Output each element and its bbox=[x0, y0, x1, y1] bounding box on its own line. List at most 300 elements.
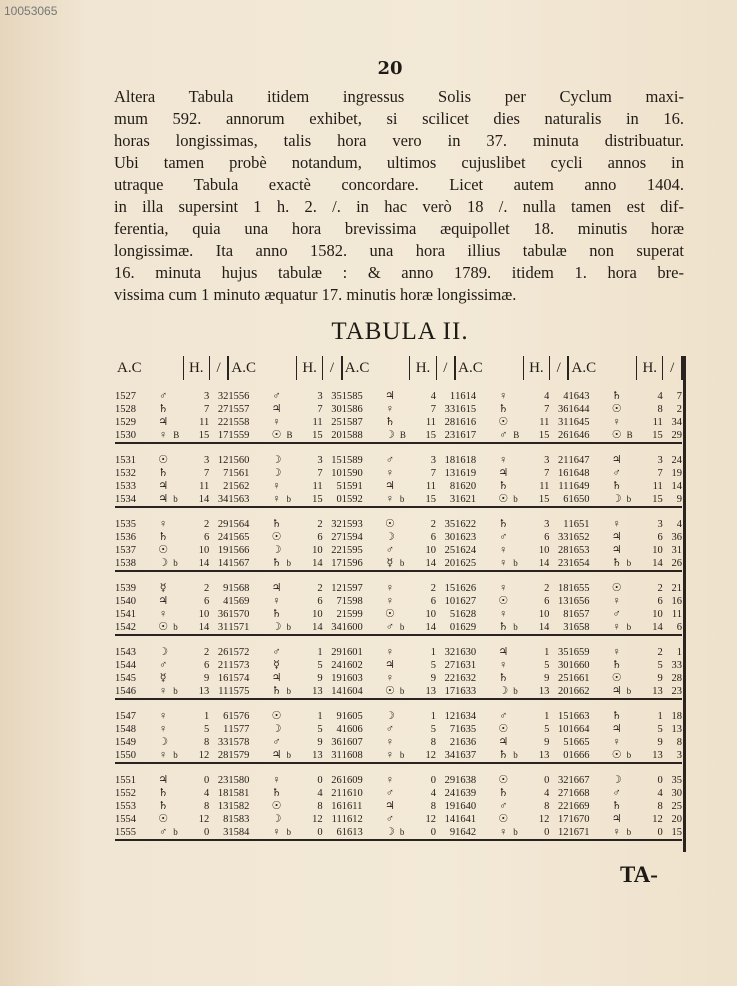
planet-cell: ♃ bbox=[498, 646, 509, 658]
paragraph-line: in illa supersint 1 h. 2. /. in hac verò 18 /. nulla tamen est dif- bbox=[114, 197, 684, 216]
spacer-cell bbox=[493, 443, 513, 454]
minutes-cell: 19 bbox=[331, 673, 342, 684]
year-cell: 1580 bbox=[228, 775, 250, 786]
year-cell: 1547 bbox=[115, 711, 136, 722]
year-cell: 1634 bbox=[455, 711, 477, 722]
planet-cell: ☉ bbox=[158, 544, 169, 556]
year-cell: 1584 bbox=[228, 826, 266, 840]
leap-mark-cell bbox=[400, 736, 410, 749]
table-row bbox=[115, 621, 682, 635]
body-paragraph bbox=[114, 86, 684, 306]
minutes-cell: 24 bbox=[217, 532, 229, 543]
hours-cell: 5 bbox=[204, 724, 210, 735]
spacer-cell bbox=[549, 443, 568, 454]
planet-cell: ♃ bbox=[607, 685, 627, 699]
hours-cell: 4 bbox=[657, 788, 663, 799]
year-cell: 1541 bbox=[115, 609, 136, 620]
spacer-cell bbox=[400, 699, 410, 710]
leap-mark-cell: B bbox=[400, 429, 410, 443]
header-minutes: / bbox=[549, 356, 568, 380]
planet-cell: ♀ bbox=[272, 480, 281, 492]
year-cell: 1619 bbox=[455, 468, 477, 479]
leap-mark-cell: b bbox=[173, 557, 183, 571]
hours-cell: 14 bbox=[523, 557, 549, 571]
minutes-cell: 21 bbox=[557, 455, 569, 466]
leap-mark-cell bbox=[513, 774, 523, 787]
leap-mark-cell: b bbox=[173, 621, 183, 635]
planet-cell: ♀ bbox=[272, 595, 281, 607]
leap-mark-cell bbox=[400, 480, 410, 493]
minutes-cell: 36 bbox=[331, 737, 342, 748]
leap-mark-cell: b bbox=[400, 493, 410, 507]
spacer-cell bbox=[637, 571, 663, 582]
minutes-cell: 24 bbox=[444, 788, 456, 799]
group-spacer bbox=[115, 443, 682, 454]
leap-mark-cell: b bbox=[173, 493, 183, 507]
leap-mark-cell bbox=[173, 736, 183, 749]
spacer-cell bbox=[297, 380, 323, 390]
leap-mark-cell bbox=[400, 800, 410, 813]
planet-cell: ♀ bbox=[607, 826, 627, 840]
planet-cell: ♂ bbox=[612, 787, 621, 799]
minutes-cell: 5 bbox=[449, 609, 456, 620]
planet-cell: ☉ bbox=[271, 531, 282, 543]
year-cell: 1608 bbox=[342, 749, 380, 763]
year-cell: 1655 bbox=[568, 583, 590, 594]
hours-cell: 12 bbox=[183, 749, 209, 763]
minutes-cell: 36 bbox=[557, 404, 569, 415]
leap-mark-cell bbox=[400, 544, 410, 557]
spacer-cell bbox=[287, 380, 297, 390]
year-cell: 1654 bbox=[568, 557, 606, 571]
spacer-cell bbox=[228, 699, 266, 710]
spacer-cell bbox=[400, 507, 410, 518]
spacer-cell bbox=[455, 571, 493, 582]
spacer-cell bbox=[297, 443, 323, 454]
hours-cell: 5 bbox=[317, 724, 323, 735]
hours-cell: 5 bbox=[657, 724, 663, 735]
year-cell: 1656 bbox=[568, 596, 590, 607]
spacer-cell bbox=[323, 507, 342, 518]
planet-cell: ☿ bbox=[159, 672, 167, 684]
planet-cell: ♀ bbox=[153, 429, 173, 443]
minutes-cell: 19 bbox=[671, 468, 682, 479]
hours-cell: 0 bbox=[523, 826, 549, 840]
leap-mark-cell: b bbox=[513, 493, 523, 507]
leap-mark-cell bbox=[627, 416, 637, 429]
minutes-cell: 13 bbox=[217, 801, 229, 812]
spacer-cell bbox=[380, 443, 400, 454]
planet-cell: ♃ bbox=[158, 416, 169, 428]
leap-mark-cell bbox=[513, 646, 523, 659]
leap-mark-cell bbox=[627, 800, 637, 813]
year-cell: 1652 bbox=[568, 532, 590, 543]
leap-mark-cell: b bbox=[513, 685, 523, 699]
header-hours: H. bbox=[637, 356, 663, 380]
spacer-cell bbox=[266, 763, 286, 774]
header-minutes: / bbox=[436, 356, 455, 380]
hours-cell: 9 bbox=[430, 673, 437, 684]
year-cell: 1663 bbox=[568, 711, 590, 722]
hours-cell: 4 bbox=[430, 788, 437, 799]
hours-cell: 9 bbox=[657, 737, 663, 748]
leap-mark-cell bbox=[513, 531, 523, 544]
minutes-cell: 20 bbox=[323, 429, 342, 443]
year-cell: 1561 bbox=[228, 468, 250, 479]
spacer-cell bbox=[663, 507, 682, 518]
planet-cell: ☽ bbox=[158, 736, 169, 748]
planet-cell: ♀ bbox=[153, 749, 173, 763]
year-cell: 1586 bbox=[341, 404, 363, 415]
minutes-cell: 35 bbox=[444, 519, 456, 530]
spacer-cell bbox=[627, 699, 637, 710]
year-cell: 1536 bbox=[115, 532, 136, 543]
spacer-cell bbox=[410, 443, 436, 454]
minutes-cell: 6 bbox=[223, 711, 229, 722]
year-cell: 1587 bbox=[341, 417, 363, 428]
planet-cell: ♃ bbox=[153, 493, 173, 507]
year-cell: 1658 bbox=[568, 621, 606, 635]
minutes-cell: 18 bbox=[444, 455, 456, 466]
spacer-cell bbox=[209, 635, 228, 646]
minutes-cell: 16 bbox=[671, 596, 682, 607]
planet-cell: ♄ bbox=[611, 800, 622, 812]
hours-cell: 0 bbox=[297, 826, 323, 840]
minutes-cell: 17 bbox=[323, 557, 342, 571]
spacer-cell bbox=[400, 443, 410, 454]
spacer-cell bbox=[173, 443, 183, 454]
spacer-cell bbox=[455, 699, 493, 710]
hours-cell: 6 bbox=[317, 532, 323, 543]
paragraph-line: mum 592. annorum exhibet, si scilicet dies naturalis in 16. bbox=[114, 109, 684, 128]
spacer-cell bbox=[183, 507, 209, 518]
minutes-cell: 15 bbox=[331, 455, 342, 466]
leap-mark-cell bbox=[400, 416, 410, 429]
leap-mark-cell bbox=[400, 467, 410, 480]
spacer-cell bbox=[228, 635, 266, 646]
minutes-cell: 21 bbox=[217, 660, 229, 671]
spacer-cell bbox=[436, 635, 455, 646]
spacer-cell bbox=[455, 763, 493, 774]
spacer-cell bbox=[663, 380, 682, 390]
spacer-cell bbox=[323, 443, 342, 454]
leap-mark-cell: b bbox=[513, 557, 523, 571]
table-row bbox=[115, 518, 682, 531]
leap-mark-cell bbox=[173, 390, 183, 403]
header-hours: H. bbox=[297, 356, 323, 380]
leap-mark-cell bbox=[173, 723, 183, 736]
spacer-cell bbox=[410, 507, 436, 518]
minutes-cell: 24 bbox=[331, 660, 342, 671]
planet-cell: ♄ bbox=[611, 480, 622, 492]
hours-cell: 13 bbox=[183, 685, 209, 699]
spacer-cell bbox=[549, 635, 568, 646]
hours-cell: 0 bbox=[183, 826, 209, 840]
year-cell: 1546 bbox=[115, 685, 153, 699]
planet-cell: ♃ bbox=[498, 467, 509, 479]
year-cell: 1560 bbox=[228, 455, 250, 466]
spacer-cell bbox=[607, 699, 627, 710]
catalog-stamp: 10053065 bbox=[4, 4, 58, 18]
year-cell: 1631 bbox=[455, 660, 477, 671]
spacer-cell bbox=[663, 763, 682, 774]
minutes-cell: 4 bbox=[563, 391, 569, 402]
year-cell: 1605 bbox=[341, 711, 363, 722]
minutes-cell: 27 bbox=[557, 788, 569, 799]
spacer-cell bbox=[323, 635, 342, 646]
year-cell: 1591 bbox=[341, 481, 363, 492]
year-cell: 1667 bbox=[568, 775, 590, 786]
minutes-cell: 32 bbox=[557, 775, 569, 786]
hours-cell: 3 bbox=[204, 391, 210, 402]
hours-cell: 7 bbox=[430, 404, 437, 415]
spacer-cell bbox=[663, 571, 682, 582]
spacer-cell bbox=[637, 635, 663, 646]
hours-cell: 5 bbox=[657, 660, 663, 671]
leap-mark-cell bbox=[287, 454, 297, 467]
hours-cell: 10 bbox=[198, 609, 210, 620]
spacer-cell bbox=[297, 507, 323, 518]
minutes-cell: 3 bbox=[436, 493, 455, 507]
hours-cell: 4 bbox=[317, 788, 323, 799]
planet-cell: ♃ bbox=[384, 390, 395, 402]
planet-cell: ♀ bbox=[159, 723, 168, 735]
year-cell: 1534 bbox=[115, 493, 153, 507]
year-cell: 1661 bbox=[568, 673, 590, 684]
planet-cell: ♃ bbox=[158, 595, 169, 607]
spacer-cell bbox=[436, 763, 455, 774]
minutes-cell: 29 bbox=[444, 775, 456, 786]
planet-cell: ♂ bbox=[385, 723, 395, 735]
spacer-cell bbox=[410, 571, 436, 582]
table-row bbox=[115, 544, 682, 557]
leap-mark-cell bbox=[173, 710, 183, 723]
year-cell: 1527 bbox=[115, 391, 136, 402]
year-cell: 1653 bbox=[568, 545, 590, 556]
year-cell: 1609 bbox=[341, 775, 363, 786]
minutes-cell: 13 bbox=[557, 596, 569, 607]
hours-cell: 11 bbox=[425, 481, 437, 492]
planet-cell: ☉ bbox=[271, 800, 282, 812]
planet-cell: ☉ bbox=[607, 429, 627, 443]
spacer-cell bbox=[287, 635, 297, 646]
spacer-cell bbox=[436, 699, 455, 710]
hours-cell: 13 bbox=[297, 749, 323, 763]
leap-mark-cell: b bbox=[627, 493, 637, 507]
planet-cell: ♄ bbox=[498, 403, 509, 415]
header-minutes: / bbox=[209, 356, 228, 380]
spacer-cell bbox=[173, 507, 183, 518]
spacer-cell bbox=[323, 380, 342, 390]
spacer-cell bbox=[209, 443, 228, 454]
hours-cell: 12 bbox=[198, 814, 210, 825]
minutes-cell: 9 bbox=[436, 826, 455, 840]
leap-mark-cell bbox=[287, 672, 297, 685]
minutes-cell: 2 bbox=[336, 609, 342, 620]
year-cell: 1556 bbox=[228, 391, 250, 402]
table-row bbox=[115, 595, 682, 608]
minutes-cell: 6 bbox=[663, 621, 682, 635]
planet-cell: ♂ bbox=[380, 621, 400, 635]
planet-cell: ☽ bbox=[380, 429, 400, 443]
spacer-cell bbox=[607, 507, 627, 518]
table-row bbox=[115, 787, 682, 800]
hours-cell: 7 bbox=[204, 468, 210, 479]
minutes-cell: 9 bbox=[223, 583, 229, 594]
minutes-cell: 13 bbox=[671, 724, 682, 735]
leap-mark-cell bbox=[400, 518, 410, 531]
leap-mark-cell bbox=[627, 813, 637, 826]
spacer-cell bbox=[637, 443, 663, 454]
year-cell: 1604 bbox=[342, 685, 380, 699]
planet-cell: ♃ bbox=[158, 480, 169, 492]
minutes-cell: 14 bbox=[323, 685, 342, 699]
hours-cell: 5 bbox=[317, 660, 323, 671]
leap-mark-cell: b bbox=[627, 685, 637, 699]
year-cell: 1628 bbox=[455, 609, 477, 620]
hours-cell: 14 bbox=[297, 557, 323, 571]
spacer-cell bbox=[568, 443, 606, 454]
year-cell: 1636 bbox=[455, 737, 477, 748]
planet-cell: ☉ bbox=[498, 774, 509, 786]
minutes-cell: 16 bbox=[331, 801, 342, 812]
leap-mark-cell bbox=[287, 608, 297, 621]
minutes-cell: 25 bbox=[671, 801, 682, 812]
planet-cell: ♀ bbox=[159, 518, 168, 530]
header-minutes: / bbox=[663, 356, 682, 380]
spacer-cell bbox=[380, 507, 400, 518]
leap-mark-cell bbox=[400, 454, 410, 467]
planet-cell: ☿ bbox=[159, 582, 167, 594]
leap-mark-cell bbox=[287, 531, 297, 544]
minutes-cell: 24 bbox=[671, 455, 682, 466]
minutes-cell: 11 bbox=[671, 609, 682, 620]
minutes-cell: 33 bbox=[557, 532, 569, 543]
spacer-cell bbox=[493, 635, 513, 646]
minutes-cell: 25 bbox=[331, 417, 342, 428]
leap-mark-cell bbox=[173, 774, 183, 787]
year-cell: 1532 bbox=[115, 468, 136, 479]
year-cell: 1603 bbox=[341, 673, 363, 684]
planet-cell: ♀ bbox=[272, 416, 281, 428]
minutes-cell: 25 bbox=[444, 545, 456, 556]
minutes-cell: 34 bbox=[436, 749, 455, 763]
planet-cell: ♄ bbox=[158, 403, 169, 415]
minutes-cell: 8 bbox=[223, 814, 229, 825]
hours-cell: 14 bbox=[297, 621, 323, 635]
minutes-cell: 1 bbox=[223, 724, 229, 735]
header-minutes: / bbox=[323, 356, 342, 380]
hours-cell: 11 bbox=[312, 417, 323, 428]
minutes-cell: 12 bbox=[331, 583, 342, 594]
minutes-cell: 12 bbox=[549, 826, 568, 840]
hours-cell: 11 bbox=[425, 417, 437, 428]
hours-cell: 8 bbox=[430, 801, 437, 812]
hours-cell: 11 bbox=[539, 481, 550, 492]
minutes-cell: 34 bbox=[209, 493, 228, 507]
year-cell: 1548 bbox=[115, 724, 136, 735]
group-spacer bbox=[115, 699, 682, 710]
planet-cell: ☽ bbox=[271, 467, 282, 479]
table-row bbox=[115, 723, 682, 736]
leap-mark-cell bbox=[627, 467, 637, 480]
year-cell: 1531 bbox=[115, 455, 136, 466]
spacer-cell bbox=[549, 763, 568, 774]
leap-mark-cell bbox=[287, 787, 297, 800]
minutes-cell: 3 bbox=[209, 826, 228, 840]
minutes-cell: 23 bbox=[436, 429, 455, 443]
hours-cell: 8 bbox=[430, 737, 437, 748]
year-cell: 1650 bbox=[568, 493, 606, 507]
table-row bbox=[115, 582, 682, 595]
leap-mark-cell: b bbox=[173, 685, 183, 699]
minutes-cell: 4 bbox=[676, 519, 682, 530]
planet-cell: ♀ bbox=[385, 582, 395, 594]
minutes-cell: 34 bbox=[671, 417, 682, 428]
planet-cell: ♀ bbox=[499, 454, 508, 466]
hours-cell: 15 bbox=[183, 429, 209, 443]
minutes-cell: 2 bbox=[223, 481, 229, 492]
minutes-cell: 12 bbox=[444, 711, 456, 722]
planet-cell: ♀ bbox=[159, 608, 168, 620]
minutes-cell: 32 bbox=[444, 647, 456, 658]
minutes-cell: 32 bbox=[331, 519, 342, 530]
hours-cell: 8 bbox=[204, 737, 210, 748]
paragraph-line: 16. minuta hujus tabulæ : & anno 1789. itidem 1. hora bre- bbox=[114, 263, 684, 282]
minutes-cell: 27 bbox=[444, 660, 456, 671]
year-cell: 1535 bbox=[115, 519, 136, 530]
leap-mark-cell bbox=[400, 582, 410, 595]
planet-cell: ♃ bbox=[611, 531, 622, 543]
hours-cell: 3 bbox=[657, 519, 663, 530]
year-cell: 1633 bbox=[455, 685, 493, 699]
leap-mark-cell bbox=[287, 544, 297, 557]
spacer-cell bbox=[153, 380, 173, 390]
hours-cell: 1 bbox=[204, 711, 210, 722]
year-cell: 1627 bbox=[455, 596, 477, 607]
minutes-cell: 23 bbox=[217, 775, 229, 786]
planet-cell: ♀ bbox=[493, 826, 513, 840]
hours-cell: 2 bbox=[657, 583, 663, 594]
table-row bbox=[115, 480, 682, 493]
leap-mark-cell bbox=[513, 608, 523, 621]
planet-cell: ♄ bbox=[384, 416, 395, 428]
spacer-cell bbox=[173, 380, 183, 390]
spacer-cell bbox=[523, 699, 549, 710]
year-cell: 1582 bbox=[228, 801, 250, 812]
spacer-cell bbox=[209, 507, 228, 518]
leap-mark-cell bbox=[287, 480, 297, 493]
hours-cell: 13 bbox=[297, 685, 323, 699]
minutes-cell: 27 bbox=[331, 532, 342, 543]
year-cell: 1542 bbox=[115, 621, 153, 635]
year-cell: 1543 bbox=[115, 647, 136, 658]
planet-cell: ♄ bbox=[498, 480, 509, 492]
year-cell: 1568 bbox=[228, 583, 250, 594]
spacer-cell bbox=[183, 380, 209, 390]
hours-cell: 6 bbox=[204, 660, 210, 671]
hours-cell: 3 bbox=[544, 519, 550, 530]
minutes-cell: 26 bbox=[663, 557, 682, 571]
leap-mark-cell bbox=[400, 595, 410, 608]
hours-cell: 15 bbox=[410, 429, 436, 443]
hours-cell: 10 bbox=[425, 545, 437, 556]
year-cell: 1557 bbox=[228, 404, 250, 415]
minutes-cell: 20 bbox=[549, 685, 568, 699]
table-row bbox=[115, 685, 682, 699]
leap-mark-cell bbox=[400, 608, 410, 621]
planet-cell: ♂ bbox=[272, 646, 281, 658]
